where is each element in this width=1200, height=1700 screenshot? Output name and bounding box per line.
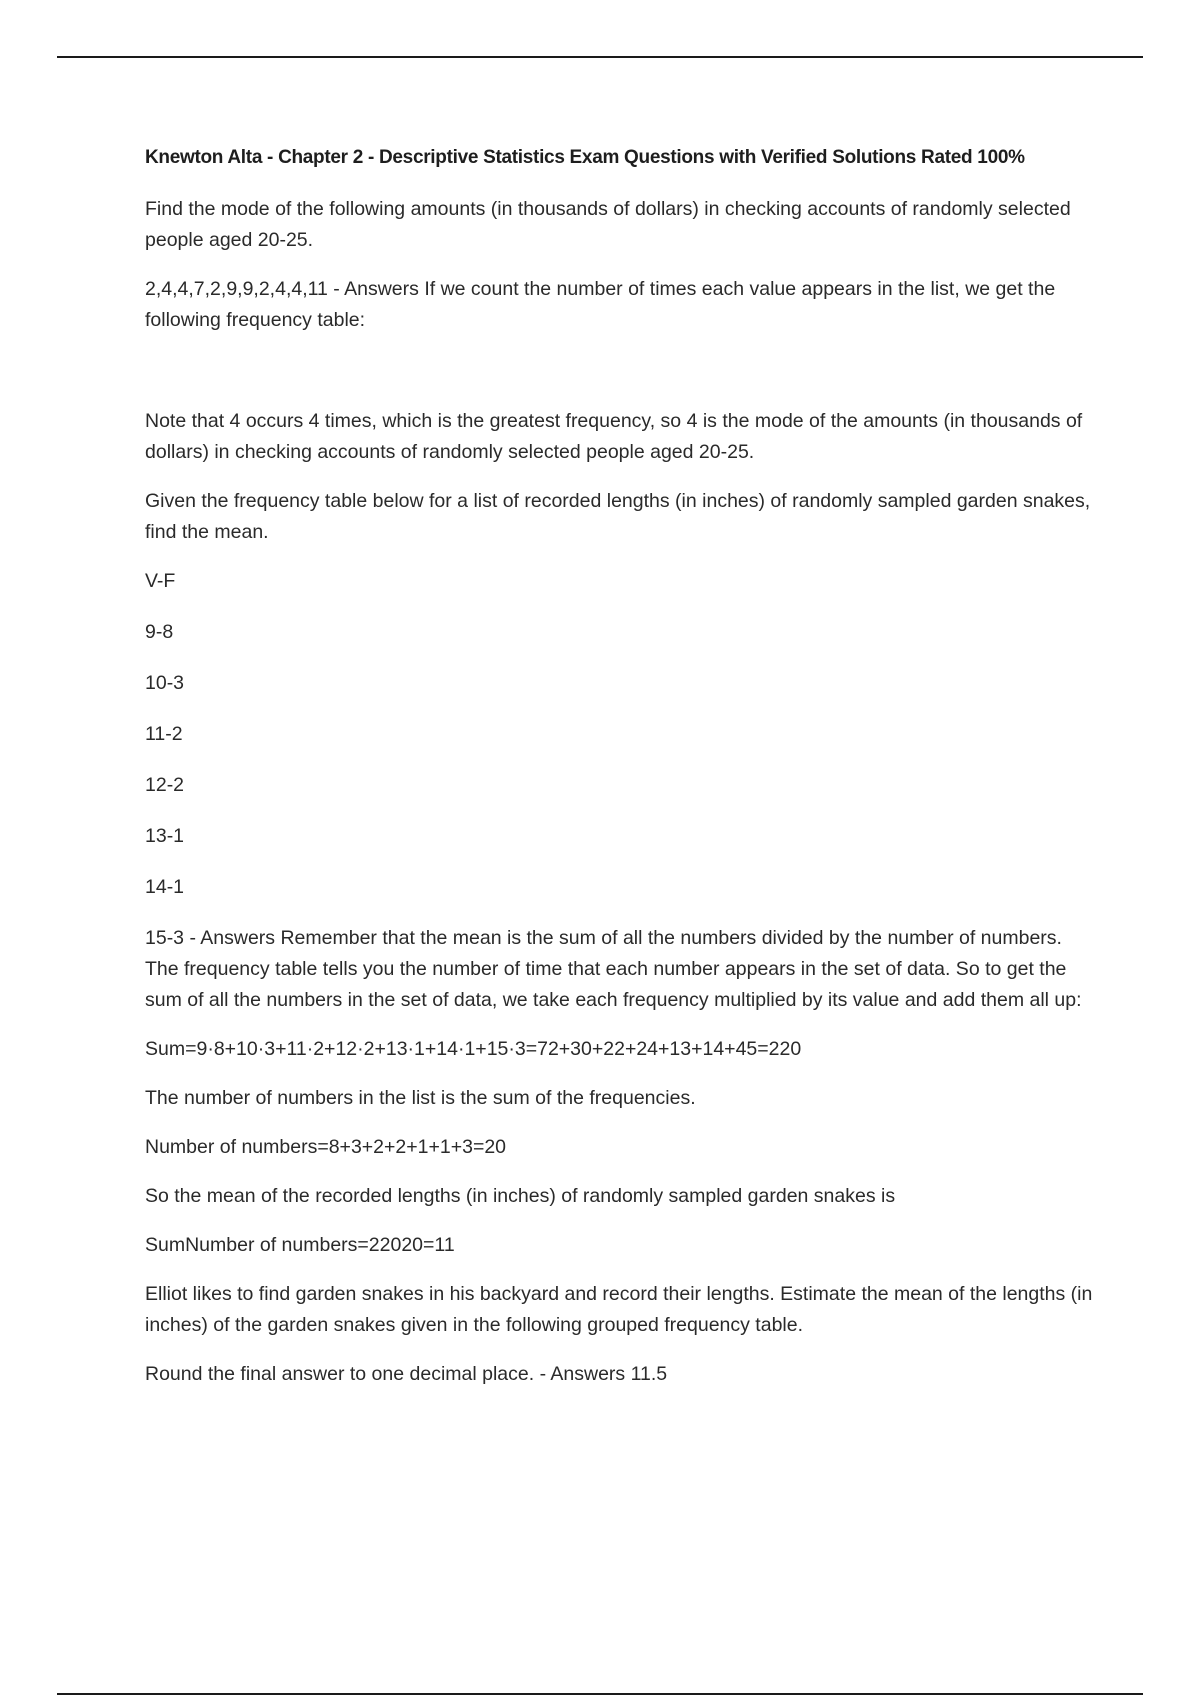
q2-answer: 15-3 - Answers Remember that the mean is the sum of all the numbers divided by the number of numbers. The frequency table tells you the number of time that each number appears in the set of data. So to get the sum of all the numbers in the set of data, we take each frequency multiplied by its value and add them all up:	[145, 927, 1082, 1011]
top-rule	[57, 56, 1143, 58]
bottom-rule	[57, 1693, 1143, 1695]
frequency-table-line: 14-1	[145, 876, 185, 898]
frequency-table-line: 11-2	[145, 723, 183, 745]
q1-question: Find the mode of the following amounts (in thousands of dollars) in checking accounts of randomly selected people aged 20-25.	[145, 198, 1071, 251]
q2-question: Given the frequency table below for a list of recorded lengths (in inches) of randomly sampled garden snakes, find the mean.	[145, 490, 1091, 543]
document-title: Knewton Alta - Chapter 2 - Descriptive Statistics Exam Questions with Verified Solutions Rated 100%	[145, 147, 1025, 168]
q1-answer: 2,4,4,7,2,9,9,2,4,4,11 - Answers If we count the number of times each value appears in the list, we get the following frequency table:	[145, 278, 1056, 331]
q2-mean-intro: So the mean of the recorded lengths (in inches) of randomly sampled garden snakes is	[145, 1185, 896, 1207]
q2-mean-line: SumNumber of numbers=22020=11	[145, 1234, 455, 1256]
document-content	[145, 142, 1095, 1408]
q2-count-line: Number of numbers=8+3+2+2+1+1+3=20	[145, 1136, 507, 1158]
q2-count-intro: The number of numbers in the list is the sum of the frequencies.	[145, 1087, 696, 1109]
q1-note: Note that 4 occurs 4 times, which is the greatest frequency, so 4 is the mode of the amounts (in thousands of dollars) in checking accounts of randomly selected people aged 20-25.	[145, 410, 1083, 463]
frequency-table-line: 12-2	[145, 774, 185, 796]
q2-sum-line: Sum=9·8+10·3+11·2+12·2+13·1+14·1+15·3=72+30+22+24+13+14+45=220	[145, 1038, 802, 1060]
frequency-table-line: 9-8	[145, 621, 174, 643]
q3-question: Elliot likes to find garden snakes in his backyard and record their lengths. Estimate the mean of the lengths (in inches) of the garden snakes given in the following grouped frequency table.	[145, 1283, 1093, 1336]
q3-answer: Round the final answer to one decimal place. - Answers 11.5	[145, 1363, 668, 1385]
frequency-table-line: V-F	[145, 570, 176, 592]
frequency-table-line: 13-1	[145, 825, 185, 847]
frequency-table-line: 10-3	[145, 672, 185, 694]
